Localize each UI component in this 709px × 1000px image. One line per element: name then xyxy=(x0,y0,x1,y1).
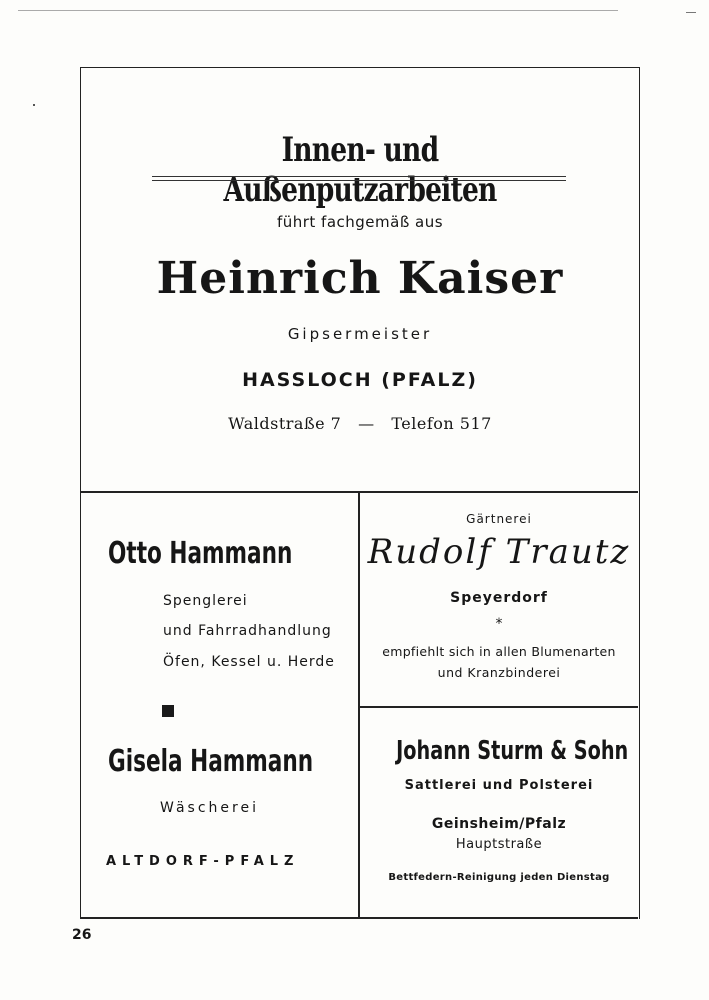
star-ornament: * xyxy=(495,616,503,632)
trautz-name: Rudolf Trautz xyxy=(367,532,631,572)
kaiser-city: HASSLOCH (PFALZ) xyxy=(242,369,478,391)
kaiser-address: Waldstraße 7 — Telefon 517 xyxy=(228,414,492,433)
gisela-trade: Wäscherei xyxy=(160,800,259,816)
divider-right xyxy=(358,706,638,708)
headline-double-rule xyxy=(152,176,566,181)
frame-bottom xyxy=(80,917,638,919)
kaiser-trade: Gipsermeister xyxy=(287,325,433,343)
trautz-line-1: empfiehlt sich in allen Blumenarten xyxy=(382,644,616,659)
trautz-line-2: und Kranzbinderei xyxy=(437,665,561,680)
otto-line-1: Spenglerei xyxy=(163,593,248,609)
sturm-street: Hauptstraße xyxy=(455,837,543,852)
top-tick-mark xyxy=(686,12,696,13)
sturm-name: Johann Sturm & Sohn xyxy=(396,736,629,766)
trautz-label: Gärtnerei xyxy=(466,512,532,526)
sturm-note: Bettfedern-Reinigung jeden Dienstag xyxy=(388,872,610,883)
gisela-hammann-name: Gisela Hammann xyxy=(108,744,314,779)
sturm-place: Geinsheim/Pfalz xyxy=(431,816,567,832)
trautz-place: Speyerdorf xyxy=(450,590,548,606)
sturm-trade: Sattlerei und Polsterei xyxy=(404,778,594,793)
top-rule xyxy=(18,10,618,11)
otto-line-3: Öfen, Kessel u. Herde xyxy=(163,654,335,670)
kaiser-subline: führt fachgemäß aus xyxy=(276,213,444,231)
scan-speck xyxy=(33,104,35,106)
left-place: ALTDORF-PFALZ xyxy=(106,854,300,869)
otto-line-2: und Fahrradhandlung xyxy=(163,623,332,639)
otto-hammann-name: Otto Hammann xyxy=(108,536,293,571)
kaiser-headline: Innen- und Außenputzarbeiten xyxy=(223,130,497,210)
square-bullet xyxy=(162,705,174,717)
page-number: 26 xyxy=(72,927,92,943)
kaiser-name: Heinrich Kaiser xyxy=(156,253,564,304)
